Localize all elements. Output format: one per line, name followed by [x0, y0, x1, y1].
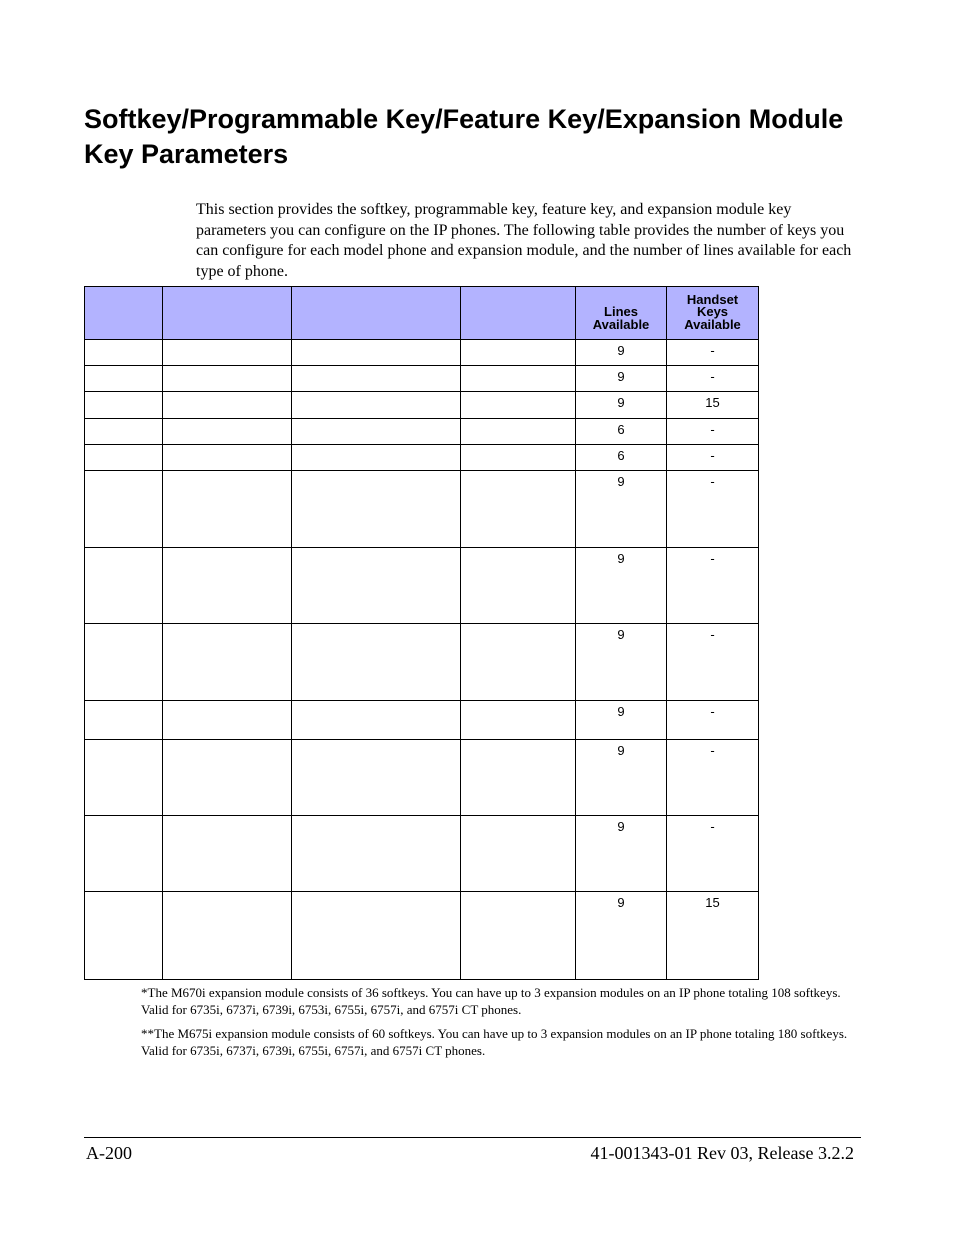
- table-cell: [461, 701, 576, 740]
- table-row: [85, 366, 759, 392]
- handset-keys-cell: -: [667, 624, 759, 701]
- table-row: [85, 701, 759, 740]
- table-cell: [85, 624, 163, 701]
- handset-keys-cell: -: [667, 340, 759, 366]
- table-row: [85, 445, 759, 471]
- table-cell: [292, 366, 461, 392]
- handset-keys-cell: -: [667, 366, 759, 392]
- table-cell: [461, 471, 576, 548]
- section-heading: Softkey/Programmable Key/Feature Key/Expansion Module Key Parameters: [84, 104, 844, 169]
- table-cell: [85, 340, 163, 366]
- handset-keys-cell: -: [667, 471, 759, 548]
- table-cell: [461, 624, 576, 701]
- table-cell: [461, 392, 576, 419]
- table-cell: [292, 340, 461, 366]
- table-cell: [461, 445, 576, 471]
- table-row: [85, 624, 759, 701]
- table-cell: [85, 892, 163, 980]
- table-cell: [85, 471, 163, 548]
- header-cell: [85, 287, 163, 340]
- table-cell: [292, 892, 461, 980]
- lines-available-cell: 6: [576, 419, 667, 445]
- footnote-m670i: *The M670i expansion module consists of 36 softkeys. You can have up to 3 expansion modules on an IP phone totaling 108 softkeys. Valid for 6735i, 6737i, 6739i, 6753i, 6755i, 6757i, and 6757i CT phones.: [141, 985, 841, 1017]
- lines-available-cell: 9: [576, 340, 667, 366]
- table-cell: [163, 548, 292, 624]
- table-cell: [85, 419, 163, 445]
- handset-keys-cell: -: [667, 740, 759, 816]
- lines-available-cell: 9: [576, 392, 667, 419]
- handset-keys-cell: 15: [667, 392, 759, 419]
- table-cell: [461, 740, 576, 816]
- table-cell: [292, 701, 461, 740]
- table-row: [85, 419, 759, 445]
- table-cell: [85, 740, 163, 816]
- table-cell: [163, 419, 292, 445]
- handset-keys-cell: -: [667, 548, 759, 624]
- table-row: [85, 340, 759, 366]
- table-row: [85, 471, 759, 548]
- table-cell: [292, 419, 461, 445]
- table-cell: [461, 366, 576, 392]
- table-cell: [163, 624, 292, 701]
- lines-available-cell: 9: [576, 366, 667, 392]
- table-cell: [461, 816, 576, 892]
- lines-available-cell: 9: [576, 624, 667, 701]
- table-cell: [85, 366, 163, 392]
- header-cell: [461, 287, 576, 340]
- table-cell: [461, 548, 576, 624]
- table-cell: [163, 340, 292, 366]
- header-cell: [163, 287, 292, 340]
- table-row: [85, 548, 759, 624]
- table-cell: [292, 624, 461, 701]
- table-cell: [85, 816, 163, 892]
- lines-available-cell: 6: [576, 445, 667, 471]
- table-cell: [163, 392, 292, 419]
- lines-available-cell: 9: [576, 740, 667, 816]
- table-cell: [461, 892, 576, 980]
- table-cell: [163, 445, 292, 471]
- lines-available-cell: 9: [576, 471, 667, 548]
- handset-keys-cell: 15: [667, 892, 759, 980]
- table-cell: [461, 419, 576, 445]
- handset-keys-cell: -: [667, 445, 759, 471]
- table-cell: [85, 445, 163, 471]
- key-parameters-table: [84, 286, 759, 980]
- table-cell: [163, 366, 292, 392]
- header-cell: [292, 287, 461, 340]
- footer-divider: [84, 1137, 861, 1138]
- lines-available-cell: 9: [576, 548, 667, 624]
- header-lines-available: Lines Available: [576, 287, 667, 340]
- header-handset-keys-available: Handset Keys Available: [667, 287, 759, 340]
- table-cell: [163, 816, 292, 892]
- table-cell: [461, 340, 576, 366]
- table-cell: [292, 445, 461, 471]
- table-cell: [163, 701, 292, 740]
- table-cell: [292, 816, 461, 892]
- table-cell: [163, 471, 292, 548]
- table-row: [85, 740, 759, 816]
- table-cell: [292, 392, 461, 419]
- table-cell: [163, 892, 292, 980]
- lines-available-cell: 9: [576, 701, 667, 740]
- table-cell: [292, 740, 461, 816]
- handset-keys-cell: -: [667, 816, 759, 892]
- table-cell: [85, 548, 163, 624]
- table-row: [85, 816, 759, 892]
- table-cell: [163, 740, 292, 816]
- table-cell: [292, 548, 461, 624]
- table-cell: [292, 471, 461, 548]
- lines-available-cell: 9: [576, 816, 667, 892]
- page-number: A-200: [86, 1143, 132, 1163]
- handset-keys-cell: -: [667, 701, 759, 740]
- table-cell: [85, 392, 163, 419]
- footnote-m675i: **The M675i expansion module consists of 60 softkeys. You can have up to 3 expansion modules on an IP phone totaling 180 softkeys. Valid for 6735i, 6737i, 6739i, 6755i, 6757i, and 6757i CT phones.: [141, 1026, 848, 1058]
- table-cell: [85, 701, 163, 740]
- lines-available-cell: 9: [576, 892, 667, 980]
- document-id: 41-001343-01 Rev 03, Release 3.2.2: [590, 1143, 854, 1163]
- table-header-row: [85, 287, 759, 340]
- intro-paragraph: This section provides the softkey, programmable key, feature key, and expansion module key parameters you can configure on the IP phones. The following table provides the number of keys you can configure for each model phone and expansion module, and the number of lines available for each type of phone.: [196, 201, 852, 280]
- table-row: [85, 392, 759, 419]
- table-row: [85, 892, 759, 980]
- handset-keys-cell: -: [667, 419, 759, 445]
